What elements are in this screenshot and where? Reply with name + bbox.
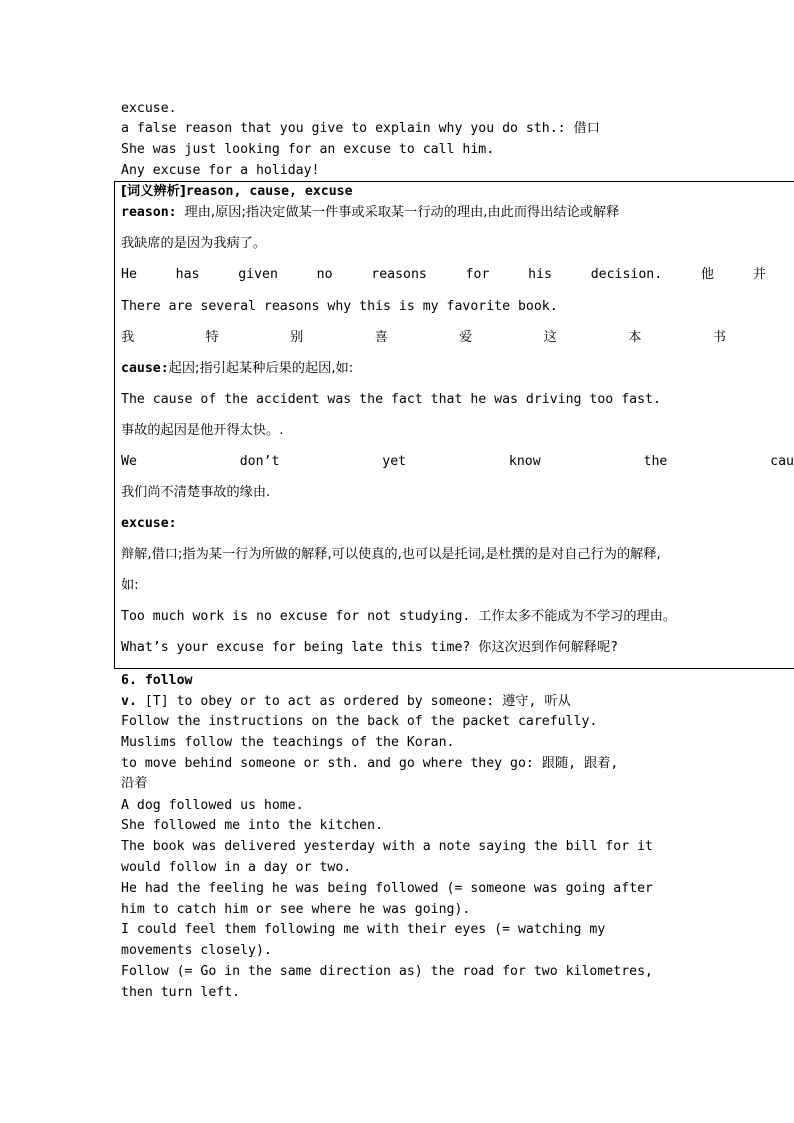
follow-example-5b: would follow in a day or two. (121, 860, 352, 875)
token: 喜 (374, 330, 388, 345)
follow-pos: v. (121, 694, 137, 709)
cause-example-2 (121, 453, 794, 471)
token: 特 (205, 330, 219, 345)
token: know (508, 454, 541, 469)
token: his (528, 267, 552, 282)
follow-example-5a: The book was delivered yesterday with a note saying the bill for it (121, 839, 653, 854)
cause-line (121, 360, 353, 378)
token: 本 (628, 330, 642, 345)
token: reasons (371, 267, 427, 282)
token: 书 (712, 330, 726, 345)
token: decision. (590, 267, 663, 282)
token: the (643, 454, 668, 469)
excuse-box-definition-2: 如: (121, 578, 139, 593)
follow-example-6b: him to catch him or see where he was going). (121, 902, 471, 917)
reason-definition: 理由,原因;指决定做某一件事或采取某一行动的理由,由此而得出结论或解释 (184, 205, 620, 220)
follow-sense-2: to move behind someone or sth. and go where they go: 跟随, 跟着, (121, 756, 619, 771)
token: 我 (121, 330, 135, 345)
follow-example-6a: He had the feeling he was being followed (= someone was going after (121, 881, 653, 896)
follow-example-7b: movements closely). (121, 943, 272, 958)
excuse-label: excuse: (121, 516, 177, 531)
cause-example-1-cn: 事故的起因是他开得太快。. (121, 423, 284, 438)
token: He (121, 267, 137, 282)
token: 爱 (459, 330, 473, 345)
box-heading-tag: [词义辨析] (121, 184, 186, 199)
reason-example-3-cn (121, 329, 726, 347)
token: yet (382, 454, 407, 469)
excuse-example-2: Any excuse for a holiday! (121, 163, 320, 178)
token: don’t (239, 454, 280, 469)
box-heading-words: reason, cause, excuse (185, 184, 353, 199)
cause-definition: 起因;指引起某种后果的起因,如: (168, 361, 354, 376)
follow-example-1: Follow the instructions on the back of the packet carefully. (121, 714, 598, 729)
box-heading (121, 183, 353, 201)
excuse-box-definition: 辩解,借口;指为某一行为所做的解释,可以使真的,也可以是托词,是杜撰的是对自己行为的解释, (121, 547, 661, 562)
excuse-box-example-1: Too much work is no excuse for not studying. 工作太多不能成为不学习的理由。 (121, 609, 677, 624)
follow-example-2: Muslims follow the teachings of the Koran. (121, 735, 455, 750)
token: We (121, 454, 137, 469)
token: 别 (290, 330, 304, 345)
follow-example-8b: then turn left. (121, 985, 241, 1000)
reason-example-1-cn: 我缺席的是因为我病了。 (121, 236, 267, 251)
reason-line (121, 204, 619, 222)
follow-sense-2b: 沿着 (121, 776, 148, 791)
follow-heading: 6. follow (121, 673, 193, 688)
excuse-box-example-2: What’s your excuse for being late this time? 你这次迟到作何解释呢? (121, 640, 619, 655)
reason-example-2 (121, 266, 766, 284)
follow-sense-1-text: [T] to obey or to act as ordered by someone: 遵守, 听从 (144, 694, 571, 709)
token: no (316, 267, 333, 282)
token: for (465, 267, 490, 282)
token: given (238, 267, 278, 282)
reason-example-3: There are several reasons why this is my favorite book. (121, 299, 558, 314)
excuse-definition: a false reason that you give to explain why you do sth.: 借口 (121, 121, 600, 136)
cause-label: cause: (121, 361, 169, 376)
follow-example-4: She followed me into the kitchen. (121, 818, 384, 833)
follow-sense-1 (121, 693, 571, 711)
cause-example-2-cn: 我们尚不清楚事故的缘由. (121, 485, 271, 500)
token: 这 (543, 330, 557, 345)
token: cau (770, 454, 794, 469)
cause-example-1: The cause of the accident was the fact that he was driving too fast. (121, 392, 661, 407)
token: 他 (700, 267, 715, 282)
follow-example-8a: Follow (= Go in the same direction as) the road for two kilometres, (121, 964, 653, 979)
follow-example-3: A dog followed us home. (121, 798, 304, 813)
excuse-example-1: She was just looking for an excuse to call him. (121, 142, 495, 157)
word-excuse: excuse. (121, 101, 177, 116)
token: 并 (752, 267, 766, 282)
token: has (175, 267, 200, 282)
follow-example-7a: I could feel them following me with their eyes (= watching my (121, 922, 606, 937)
reason-label: reason: (121, 205, 177, 220)
